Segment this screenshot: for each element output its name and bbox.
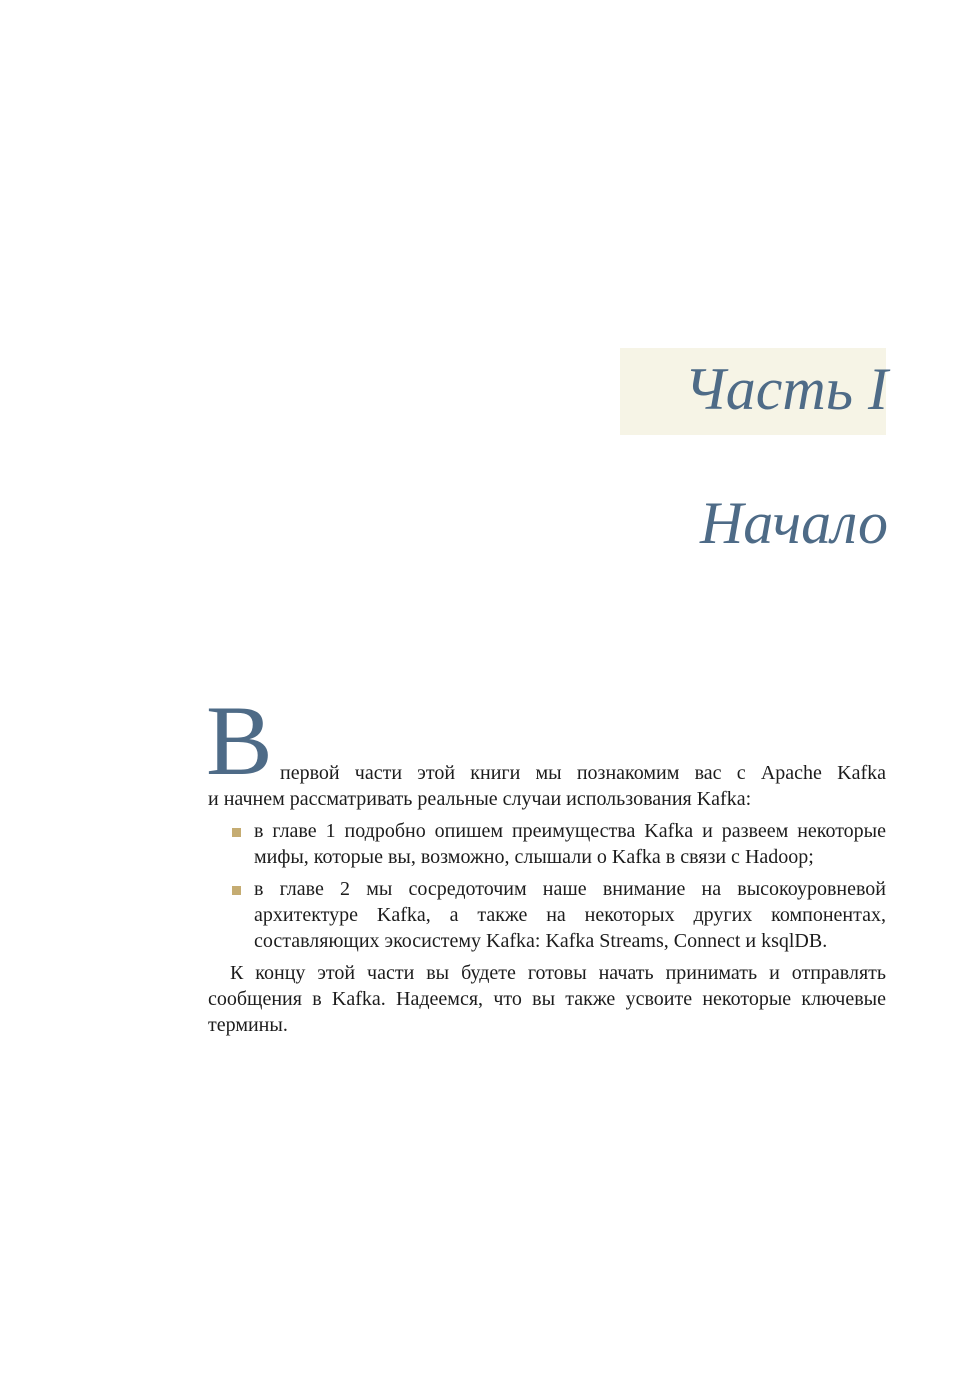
bullet-list [208, 818, 886, 954]
list-item [208, 818, 886, 870]
list-item [208, 876, 886, 954]
part-label: Часть I [684, 356, 888, 422]
intro-paragraph [206, 685, 886, 812]
part-title: Начало [699, 490, 888, 556]
list-item-text: в главе 1 подробно опишем преимущества Kafka и развеем некоторые мифы, которые вы, возможно, слышали о Kafka в связи с Hadoop; [254, 820, 886, 868]
square-bullet-icon [232, 828, 241, 837]
list-item-text: в главе 2 мы сосредоточим наше внимание на высокоуровневой архитектуре Kafka, а также на некоторых других компонентах, составляющих экосистему Kafka: Kafka Streams, Connect и ksqlDB. [254, 878, 886, 952]
intro-line-2: и начнем рассматривать реальные случаи использования Kafka: [208, 788, 752, 810]
intro-text [206, 685, 886, 1058]
square-bullet-icon [232, 886, 241, 895]
closing-paragraph: К концу этой части вы будете готовы начать принимать и отправлять сообщения в Kafka. Надеемся, что вы также усвоите некоторые ключевые термины. [208, 962, 886, 1036]
intro-line-1: первой части этой книги мы познакомим вас с Apache Kafka [280, 762, 886, 784]
drop-cap: В [206, 685, 273, 796]
